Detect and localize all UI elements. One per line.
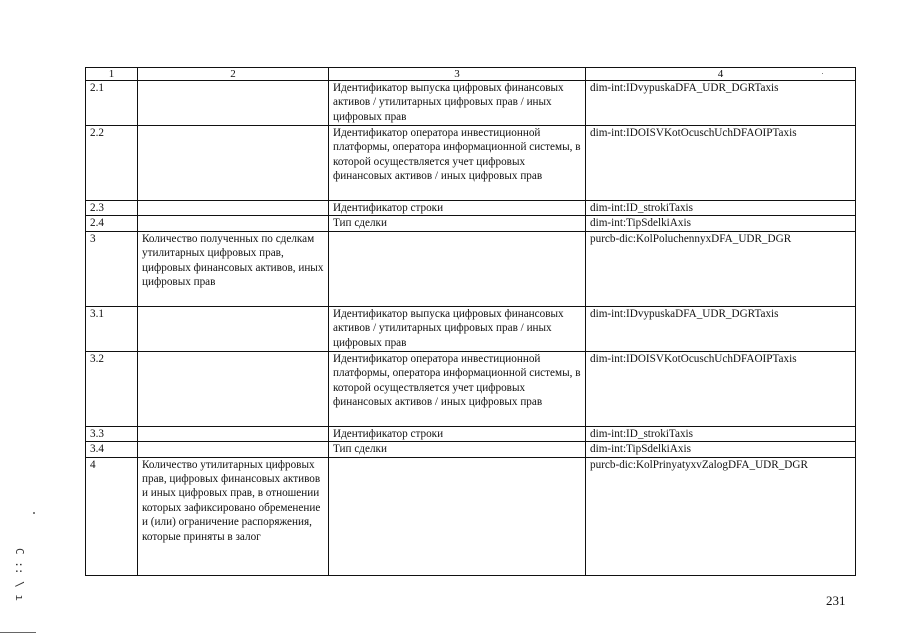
row-identifier: Идентификатор выпуска цифровых финансовых активов / утилитарных цифровых прав / иных цифровых прав (329, 81, 586, 126)
table-row (86, 306, 856, 351)
table-header-row (86, 68, 856, 81)
row-identifier (329, 231, 586, 306)
column-header-3: 3 (329, 68, 586, 81)
row-name (138, 201, 329, 216)
row-name (138, 442, 329, 457)
column-header-4: 4 (586, 68, 856, 81)
margin-note: C :: \ ı (13, 548, 26, 601)
table-row (86, 457, 856, 575)
row-number: 2.2 (86, 126, 138, 201)
table-row (86, 216, 856, 231)
table-row (86, 126, 856, 201)
row-name (138, 81, 329, 126)
row-number: 2.3 (86, 201, 138, 216)
row-name (138, 426, 329, 441)
scan-speck (822, 73, 823, 74)
row-number: 3 (86, 231, 138, 306)
table-row (86, 81, 856, 126)
row-identifier: Тип сделки (329, 442, 586, 457)
row-number: 3.4 (86, 442, 138, 457)
row-code: dim-int:IDOISVKotOcuschUchDFAOIPTaxis (586, 126, 856, 201)
row-code: dim-int:TipSdelkiAxis (586, 442, 856, 457)
row-identifier (329, 457, 586, 575)
table-row (86, 426, 856, 441)
row-identifier: Тип сделки (329, 216, 586, 231)
row-identifier: Идентификатор оператора инвестиционной платформы, оператора информационной системы, в которой осуществляется учет цифровых финансовых активов / иных цифровых прав (329, 351, 586, 426)
row-number: 2.4 (86, 216, 138, 231)
row-code: dim-int:TipSdelkiAxis (586, 216, 856, 231)
table-row (86, 201, 856, 216)
column-header-1: 1 (86, 68, 138, 81)
row-code: dim-int:IDOISVKotOcuschUchDFAOIPTaxis (586, 351, 856, 426)
row-name (138, 351, 329, 426)
table-row (86, 351, 856, 426)
row-number: 2.1 (86, 81, 138, 126)
row-identifier: Идентификатор выпуска цифровых финансовых активов / утилитарных цифровых прав / иных цифровых прав (329, 306, 586, 351)
row-name: Количество утилитарных цифровых прав, цифровых финансовых активов и иных цифровых прав, в отношении которых зафиксировано обременение и (или) ограничение распоряжения, которые приняты в залог (138, 457, 329, 575)
row-number: 3.1 (86, 306, 138, 351)
table-row (86, 442, 856, 457)
footer-rule (0, 632, 36, 633)
row-name (138, 216, 329, 231)
row-name: Количество полученных по сделкам утилитарных цифровых прав, цифровых финансовых активов, иных цифровых прав (138, 231, 329, 306)
column-header-2: 2 (138, 68, 329, 81)
row-name (138, 126, 329, 201)
table-row (86, 231, 856, 306)
row-code: dim-int:ID_strokiTaxis (586, 201, 856, 216)
row-name (138, 306, 329, 351)
row-number: 3.2 (86, 351, 138, 426)
row-number: 4 (86, 457, 138, 575)
row-identifier: Идентификатор строки (329, 201, 586, 216)
data-table (85, 67, 856, 576)
scan-speck (33, 512, 35, 514)
row-code: dim-int:IDvypuskaDFA_UDR_DGRTaxis (586, 306, 856, 351)
row-code: dim-int:IDvypuskaDFA_UDR_DGRTaxis (586, 81, 856, 126)
row-code: dim-int:ID_strokiTaxis (586, 426, 856, 441)
row-code: purcb-dic:KolPrinyatyxvZalogDFA_UDR_DGR (586, 457, 856, 575)
page-number: 231 (826, 593, 846, 608)
row-code: purcb-dic:KolPoluchennyxDFA_UDR_DGR (586, 231, 856, 306)
row-identifier: Идентификатор строки (329, 426, 586, 441)
row-number: 3.3 (86, 426, 138, 441)
row-identifier: Идентификатор оператора инвестиционной платформы, оператора информационной системы, в которой осуществляется учет цифровых финансовых активов / иных цифровых прав (329, 126, 586, 201)
